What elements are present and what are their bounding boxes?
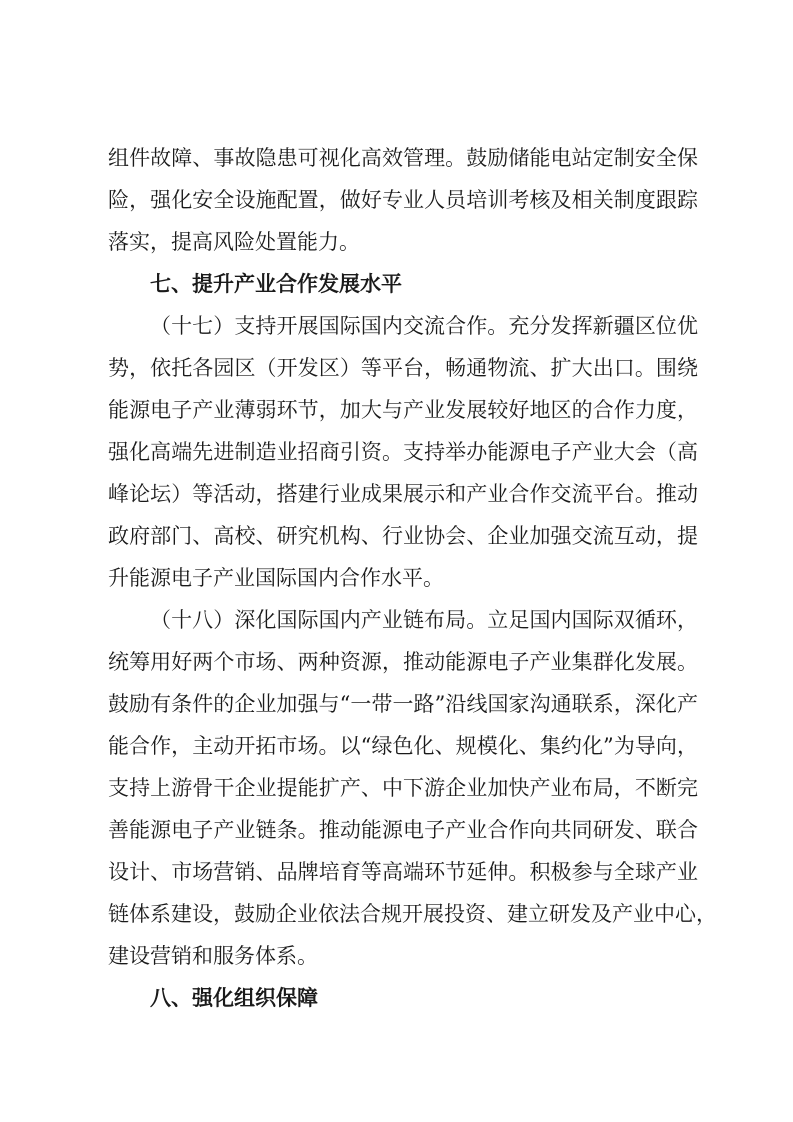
paragraph-line: 建设营销和服务体系。 [108,944,318,968]
paragraph-line: 升能源电子产业国际国内合作水平。 [108,566,444,590]
paragraph-line: 险，强化安全设施配置，做好专业人员培训考核及相关制度跟踪 [108,188,698,212]
paragraph-line: 组件故障、事故隐患可视化高效管理。鼓励储能电站定制安全保 [108,146,698,170]
paragraph-line: 政府部门、高校、研究机构、行业协会、企业加强交流互动，提 [108,524,698,548]
paragraph-line: （十八）深化国际国内产业链布局。立足国内国际双循环， [150,608,698,632]
section-heading-7: 七、提升产业合作发展水平 [150,272,402,296]
section-heading-8: 八、强化组织保障 [150,986,318,1010]
paragraph-line: （十七）支持开展国际国内交流合作。充分发挥新疆区位优 [150,314,698,338]
paragraph-line: 落实，提高风险处置能力。 [108,230,360,254]
paragraph-line: 峰论坛）等活动，搭建行业成果展示和产业合作交流平台。推动 [108,482,698,506]
paragraph-line: 统筹用好两个市场、两种资源，推动能源电子产业集群化发展。 [108,650,698,674]
paragraph-line: 能源电子产业薄弱环节，加大与产业发展较好地区的合作力度， [108,398,698,422]
paragraph-line: 善能源电子产业链条。推动能源电子产业合作向共同研发、联合 [108,818,698,842]
paragraph-line: 链体系建设，鼓励企业依法合规开展投资、建立研发及产业中心， [108,902,717,926]
paragraph-line: 鼓励有条件的企业加强与“一带一路”沿线国家沟通联系，深化产 [108,692,698,716]
paragraph-line: 能合作，主动开拓市场。以“绿色化、规模化、集约化”为导向， [108,734,698,758]
paragraph-line: 势，依托各园区（开发区）等平台，畅通物流、扩大出口。围绕 [108,356,698,380]
paragraph-line: 设计、市场营销、品牌培育等高端环节延伸。积极参与全球产业 [108,860,698,884]
paragraph-line: 强化高端先进制造业招商引资。支持举办能源电子产业大会（高 [108,440,698,464]
paragraph-line: 支持上游骨干企业提能扩产、中下游企业加快产业布局，不断完 [108,776,698,800]
